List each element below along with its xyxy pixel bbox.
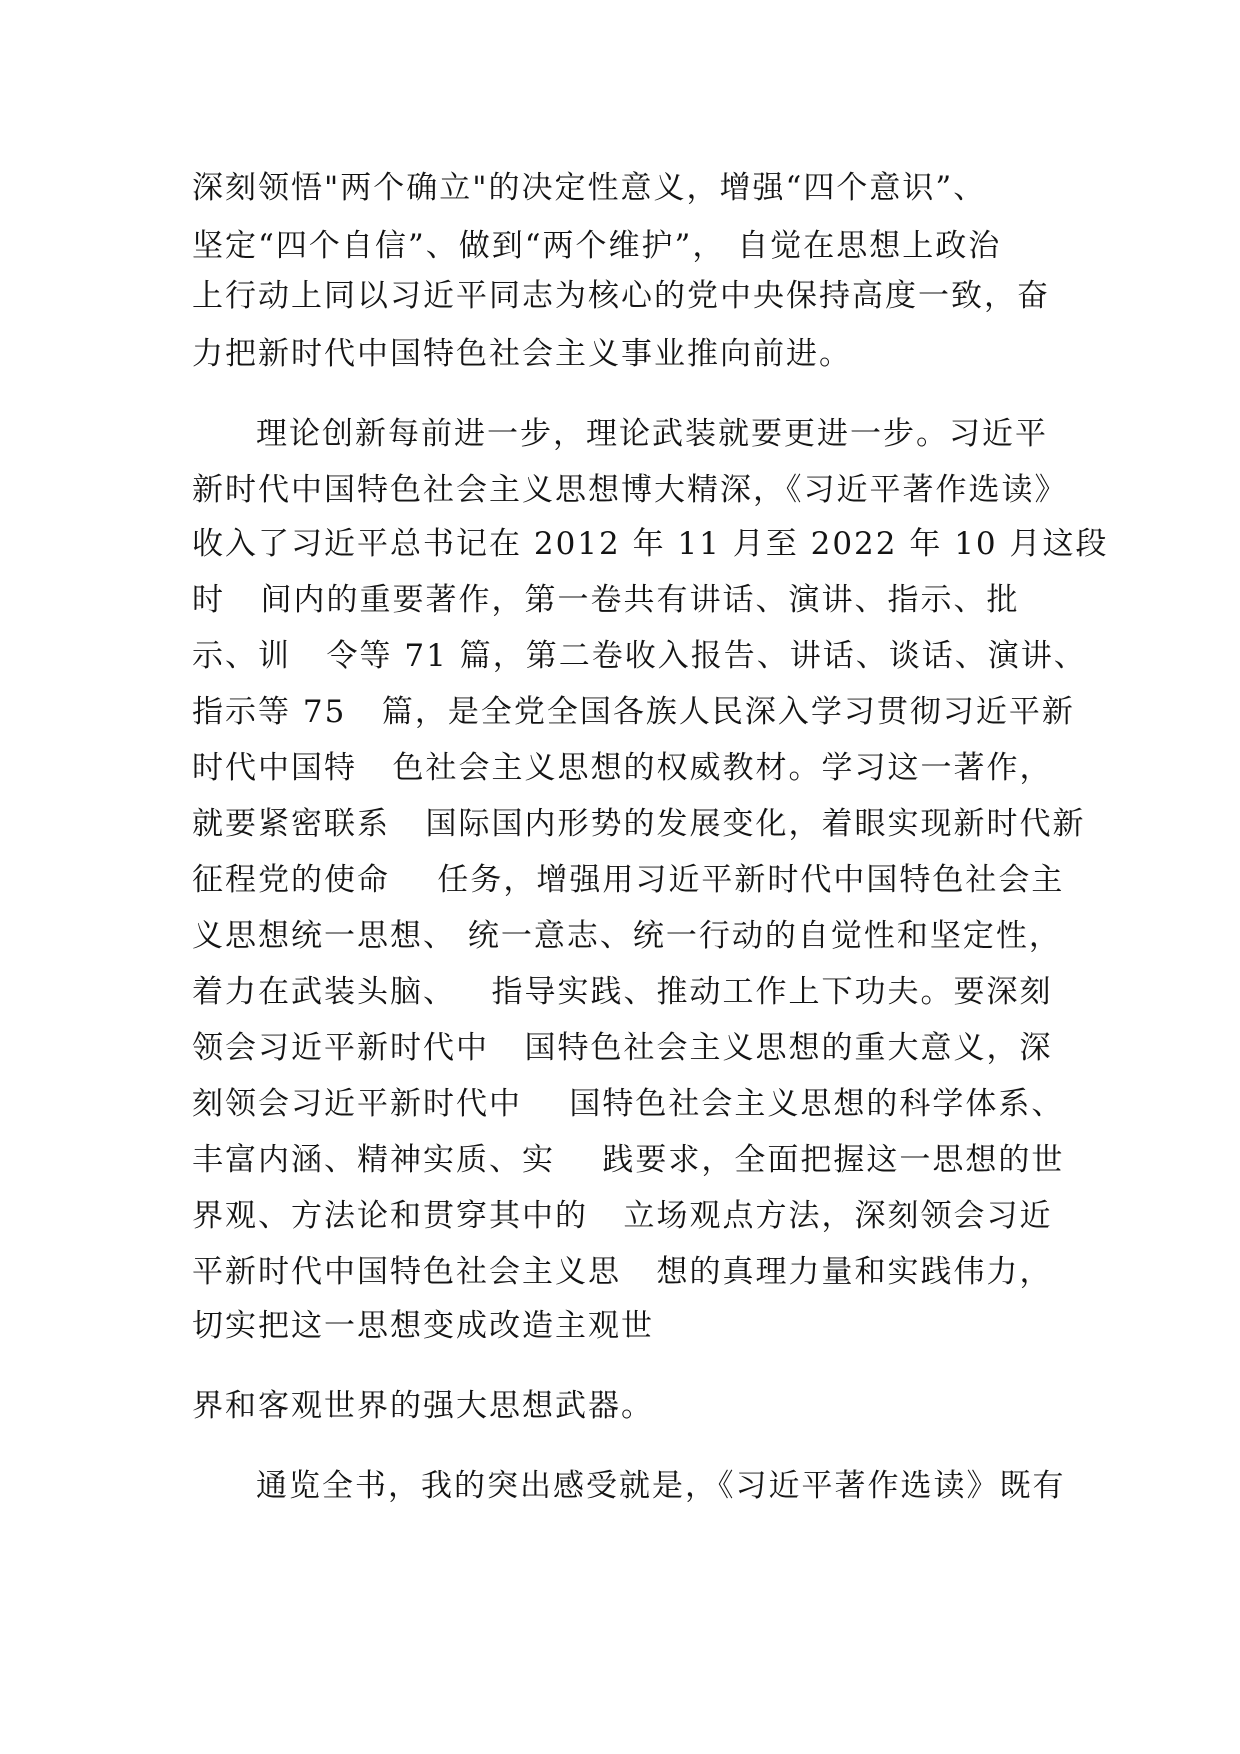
text-line: 上行动上同以习近平同志为核心的党中央保持高度一致，奋 xyxy=(192,278,1050,314)
text-line: 时代中国特 色社会主义思想的权威教材。学习这一著作， xyxy=(192,750,1053,786)
text-line: 刻领会习近平新时代中 国特色社会主义思想的科学体系、 xyxy=(192,1086,1065,1122)
text-line: 收入了习近平总书记在 2012 年 11 月至 2022 年 10 月这段 xyxy=(192,526,1109,562)
text-line: 着力在武装头脑、 指导实践、推动工作上下功夫。要深刻 xyxy=(192,974,1053,1010)
paragraph-first-line: 理论创新每前进一步，理论武装就要更进一步。习近平 xyxy=(256,416,1048,452)
text-line: 丰富内涵、精神实质、实 践要求，全面把握这一思想的世 xyxy=(192,1142,1065,1178)
text-line: 领会习近平新时代中 国特色社会主义思想的重大意义，深 xyxy=(192,1030,1053,1066)
text-line: 时 间内的重要著作，第一卷共有讲话、演讲、指示、批 xyxy=(192,582,1020,618)
text-line: 新时代中国特色社会主义思想博大精深，《习近平著作选读》 xyxy=(192,472,1068,508)
text-line: 就要紧密联系 国际国内形势的发展变化，着眼实现新时代新 xyxy=(192,806,1086,842)
text-line: 深刻领悟"两个确立"的决定性意义，增强“四个意识”、 xyxy=(192,170,987,206)
text-line: 平新时代中国特色社会主义思 想的真理力量和实践伟力， xyxy=(192,1254,1053,1290)
text-line: 义思想统一思想、 统一意志、统一行动的自觉性和坚定性， xyxy=(192,918,1062,954)
text-line: 界观、方法论和贯穿其中的 立场观点方法，深刻领会习近 xyxy=(192,1198,1053,1234)
text-line: 征程党的使命 任务，增强用习近平新时代中国特色社会主 xyxy=(192,862,1065,898)
text-line: 示、训 令等 71 篇，第二卷收入报告、讲话、谈话、演讲、 xyxy=(192,638,1087,674)
paragraph-first-line: 通览全书，我的突出感受就是，《习近平著作选读》既有 xyxy=(256,1468,1066,1504)
text-line: 坚定“四个自信”、做到“两个维护”， 自觉在思想上政治 xyxy=(192,228,1002,264)
text-line: 指示等 75 篇，是全党全国各族人民深入学习贯彻习近平新 xyxy=(192,694,1075,730)
text-line: 力把新时代中国特色社会主义事业推向前进。 xyxy=(192,336,852,372)
text-line: 界和客观世界的强大思想武器。 xyxy=(192,1388,654,1424)
text-line: 切实把这一思想变成改造主观世 xyxy=(192,1308,654,1344)
